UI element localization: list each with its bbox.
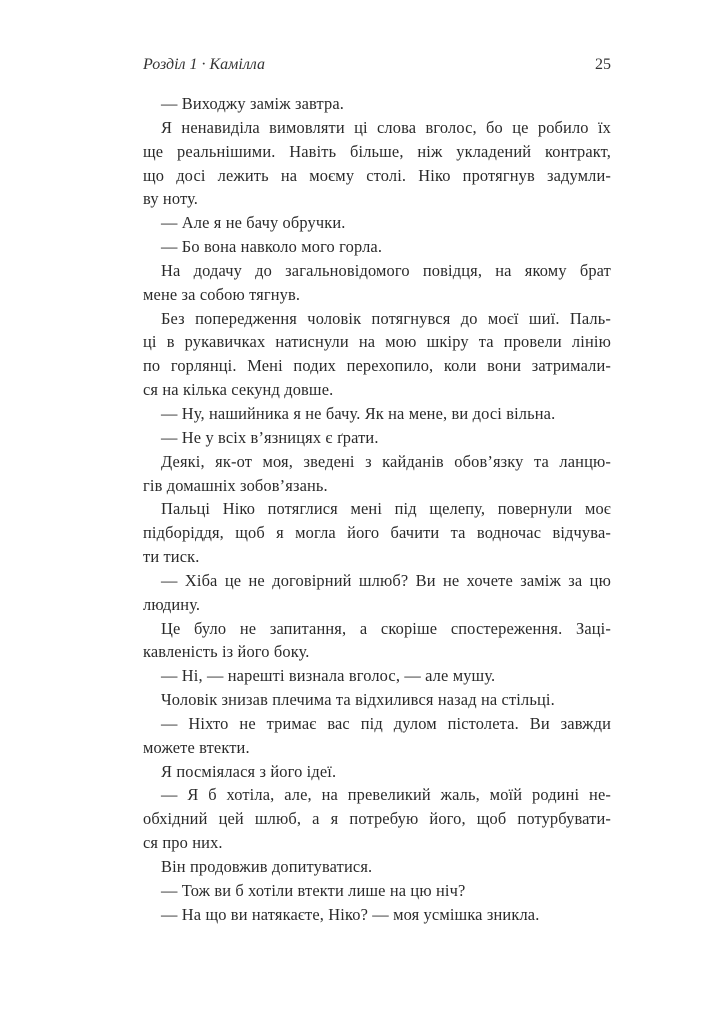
- text-line: по горлянці. Мені подих перехопило, коли вони затримали-: [143, 356, 611, 376]
- text-line: гів домашніх зобов’язань.: [143, 475, 328, 495]
- text-line: підборіддя, щоб я могла його бачити та водночас відчува-: [143, 523, 611, 543]
- text-line: людину.: [143, 594, 201, 614]
- text-line: Пальці Ніко потяглися мені під щелепу, повернули моє: [161, 499, 611, 519]
- text-line: — Виходжу заміж завтра.: [161, 94, 345, 113]
- text-line: ще реальнішими. Навіть більше, ніж укладений контракт,: [143, 141, 611, 161]
- text-line: — Бо вона навколо мого горла.: [161, 237, 383, 257]
- text-line: ти тиск.: [143, 547, 200, 567]
- text-line: мене за собою тягнув.: [143, 284, 301, 304]
- text-line: кавленість із його боку.: [143, 642, 310, 662]
- page-header: [143, 56, 611, 78]
- text-line: — Я б хотіла, але, на превеликий жаль, моїй родині не-: [161, 785, 611, 805]
- text-line: На додачу до загальновідомого повідця, на якому брат: [161, 260, 611, 280]
- text-line: ці в рукавичках натиснули на мою шкіру та провели лінію: [143, 332, 611, 352]
- text-line: — Ну, нашийника я не бачу. Як на мене, ви досі вільна.: [161, 403, 556, 423]
- text-line: — Ніхто не тримає вас під дулом пістолета. Ви завжди: [161, 713, 611, 733]
- text-line: — На що ви натякаєте, Ніко? — моя усмішка зникла.: [161, 904, 540, 924]
- text-line: Я ненавиділа вимовляти ці слова вголос, бо це робило їх: [161, 117, 611, 137]
- text-line: обхідний цей шлюб, а я потребую його, щоб потурбувати-: [143, 809, 611, 829]
- text-line: — Хіба це не договірний шлюб? Ви не хочете заміж за цю: [161, 570, 611, 590]
- text-line: ву ноту.: [143, 189, 199, 209]
- text-line: — Але я не бачу обручки.: [161, 213, 346, 233]
- text-line: ся про них.: [143, 833, 223, 853]
- running-title: Розділ 1 · Камілла: [143, 56, 265, 73]
- text-line: Він продовжив допитуватися.: [161, 857, 373, 876]
- text-line: — Не у всіх в’язницях є ґрати.: [161, 427, 379, 447]
- text-line: що досі лежить на моєму столі. Ніко протягнув задумли-: [143, 165, 611, 185]
- text-line: — Тож ви б хотіли втекти лише на цю ніч?: [161, 880, 466, 900]
- text-line: Це було не запитання, а скоріше спостереження. Заці-: [161, 618, 611, 638]
- text-line: — Ні, — нарешті визнала вголос, — але мушу.: [161, 666, 496, 686]
- text-line: Деякі, як-от моя, зведені з кайданів обов’язку та ланцю-: [161, 451, 611, 471]
- body-text: [143, 92, 611, 927]
- text-line: Без попередження чоловік потягнувся до моєї шиї. Паль-: [161, 308, 611, 328]
- page-number: 25: [595, 56, 611, 73]
- text-line: Чоловік знизав плечима та відхилився назад на стільці.: [161, 690, 555, 710]
- text-line: ся на кілька секунд довше.: [143, 380, 334, 400]
- text-line: Я посміялася з його ідеї.: [161, 761, 337, 781]
- text-line: можете втекти.: [143, 737, 250, 757]
